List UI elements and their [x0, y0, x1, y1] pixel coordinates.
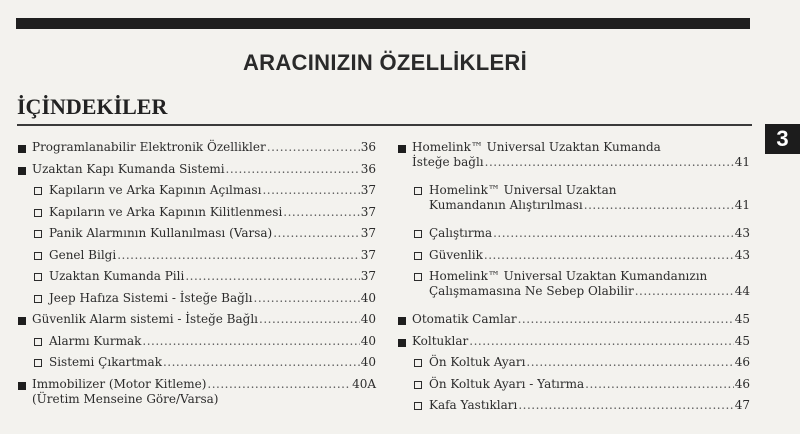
- dot-leader: [469, 334, 733, 349]
- dot-leader: [226, 162, 360, 177]
- checkbox-bullet-icon: [414, 252, 422, 260]
- dot-leader: [518, 398, 733, 413]
- toc-entry-label: Immobilizer (Motor Kitleme): [32, 376, 207, 391]
- toc-page-number: 40: [360, 355, 376, 369]
- toc-entry-label: Homelink™ Universal Uzaktan Kumanda: [412, 140, 661, 154]
- toc-entry[interactable]: [398, 266, 750, 309]
- chapter-tab: 3: [765, 124, 800, 154]
- toc-page-number: 37: [360, 204, 376, 219]
- toc-entry-label: Sistemi Çıkartmak: [49, 355, 162, 369]
- dot-leader: [117, 248, 360, 263]
- toc-entry[interactable]: [398, 137, 750, 180]
- dot-leader: [142, 334, 359, 349]
- checkbox-bullet-icon: [34, 273, 42, 281]
- toc-entry-label: İsteğe bağlı: [412, 155, 484, 169]
- dot-leader: [254, 291, 360, 306]
- toc-entry[interactable]: [18, 202, 376, 224]
- bullet-square-icon: [18, 317, 26, 325]
- dot-leader: [484, 248, 734, 263]
- dot-leader: [283, 205, 359, 220]
- checkbox-bullet-icon: [414, 273, 422, 281]
- toc-page-number: 47: [734, 398, 750, 412]
- toc-entry[interactable]: [398, 245, 750, 267]
- toc-entry[interactable]: [398, 374, 750, 396]
- toc-entry[interactable]: [18, 159, 376, 181]
- toc-right-column: [398, 137, 750, 417]
- page-title: ARACINIZIN ÖZELLİKLERİ: [242, 50, 528, 75]
- toc-entry-label: Uzaktan Kumanda Pili: [49, 269, 185, 283]
- checkbox-bullet-icon: [34, 187, 42, 195]
- toc-page-number: 41: [734, 155, 750, 169]
- dot-leader: [635, 284, 734, 299]
- dot-leader: [259, 312, 360, 327]
- checkbox-bullet-icon: [34, 359, 42, 367]
- bullet-square-icon: [398, 145, 406, 153]
- toc-entry-label: Çalıştırma: [429, 226, 493, 240]
- toc-left-column: [18, 137, 376, 417]
- toc-entry[interactable]: [398, 180, 750, 223]
- toc-entry-label: Ön Koltuk Ayarı - Yatırma: [429, 376, 585, 391]
- top-bar: [16, 18, 750, 29]
- dot-leader: [185, 269, 359, 284]
- toc-entry[interactable]: [18, 223, 376, 245]
- toc-page-number: 44: [734, 284, 750, 298]
- toc-entry[interactable]: [398, 352, 750, 374]
- toc-page-number: 37: [360, 183, 376, 197]
- toc-entry[interactable]: [398, 223, 750, 245]
- toc-page-number: 37: [360, 247, 376, 262]
- checkbox-bullet-icon: [414, 381, 422, 389]
- toc-page-number: 46: [734, 376, 750, 391]
- bullet-square-icon: [398, 339, 406, 347]
- toc-entry-label: Kapıların ve Arka Kapının Açılması: [49, 183, 262, 197]
- toc-page-number: 43: [734, 226, 750, 240]
- bullet-square-icon: [18, 382, 26, 390]
- toc-page-number: 37: [360, 269, 376, 283]
- toc-entry[interactable]: [18, 374, 376, 417]
- toc-page-number: 40: [360, 333, 376, 348]
- dot-leader: [485, 155, 734, 170]
- toc-entry[interactable]: [398, 395, 750, 417]
- toc-entry-label: Panik Alarmının Kullanılması (Varsa): [49, 226, 273, 240]
- toc-entry[interactable]: [398, 309, 750, 331]
- toc-entry-label: Alarmı Kurmak: [49, 333, 142, 348]
- toc-entry-label: Koltuklar: [412, 333, 469, 348]
- toc-entry-label: Uzaktan Kapı Kumanda Sistemi: [32, 161, 225, 176]
- toc-page-number: 46: [734, 355, 750, 369]
- bullet-square-icon: [398, 317, 406, 325]
- dot-leader: [493, 226, 734, 241]
- dot-leader: [262, 183, 359, 198]
- toc-page-number: 40: [360, 290, 376, 305]
- toc-entry-label: Güvenlik Alarm sistemi - İsteğe Bağlı: [32, 312, 259, 326]
- toc-page-number: 43: [734, 247, 750, 262]
- toc-entry[interactable]: [18, 245, 376, 267]
- dot-leader: [267, 140, 360, 155]
- toc-entry[interactable]: [398, 331, 750, 353]
- toc-page-number: 36: [360, 161, 376, 176]
- toc-entry-label: Jeep Hafıza Sistemi - İsteğe Bağlı: [49, 290, 253, 305]
- checkbox-bullet-icon: [34, 338, 42, 346]
- toc-entry[interactable]: [18, 288, 376, 310]
- toc-entry-label: Kapıların ve Arka Kapının Kilitlenmesi: [49, 204, 283, 219]
- toc-entry[interactable]: [18, 266, 376, 288]
- toc-entry-label: (Üretim Menseine Göre/Varsa): [32, 391, 219, 406]
- toc-page-number: 40A: [352, 376, 376, 391]
- toc-entry-label: Homelink™ Universal Uzaktan Kumandanızın: [429, 269, 708, 283]
- heading-rule: [17, 124, 752, 126]
- bullet-square-icon: [18, 167, 26, 175]
- toc-entry[interactable]: [18, 331, 376, 353]
- toc-entry-label: Ön Koltuk Ayarı: [429, 355, 526, 369]
- toc-entry-label: Programlanabilir Elektronik Özellikler: [32, 140, 266, 154]
- checkbox-bullet-icon: [414, 187, 422, 195]
- toc-entry-label: Otomatik Camlar: [412, 312, 517, 326]
- toc-entry-label: Kafa Yastıkları: [429, 398, 518, 412]
- toc-page-number: 40: [360, 312, 376, 326]
- toc-entry-label: Genel Bilgi: [49, 247, 117, 262]
- bullet-square-icon: [18, 145, 26, 153]
- toc-heading: İÇİNDEKİLER: [17, 94, 168, 119]
- toc-entry-label: Çalışmamasına Ne Sebep Olabilir: [429, 284, 634, 298]
- toc-entry-label: Homelink™ Universal Uzaktan: [429, 183, 617, 197]
- dot-leader: [585, 377, 734, 392]
- checkbox-bullet-icon: [414, 402, 422, 410]
- toc-entry-label: Kumandanın Alıştırılması: [429, 198, 583, 212]
- dot-leader: [273, 226, 360, 241]
- toc-entry-label: Güvenlik: [429, 247, 483, 262]
- dot-leader: [518, 312, 734, 327]
- toc-page-number: 36: [360, 140, 376, 154]
- checkbox-bullet-icon: [414, 230, 422, 238]
- checkbox-bullet-icon: [34, 230, 42, 238]
- checkbox-bullet-icon: [34, 252, 42, 260]
- dot-leader: [584, 198, 734, 213]
- dot-leader: [163, 355, 360, 370]
- toc-entry[interactable]: [18, 137, 376, 159]
- toc-page-number: 45: [734, 333, 750, 348]
- toc-page-number: 45: [734, 312, 750, 326]
- checkbox-bullet-icon: [34, 295, 42, 303]
- toc-page-number: 37: [360, 226, 376, 240]
- checkbox-bullet-icon: [34, 209, 42, 217]
- toc-entry[interactable]: [18, 309, 376, 331]
- dot-leader: [207, 377, 351, 392]
- checkbox-bullet-icon: [414, 359, 422, 367]
- dot-leader: [526, 355, 733, 370]
- toc-page-number: 41: [734, 198, 750, 212]
- toc-entry[interactable]: [18, 352, 376, 374]
- toc-entry[interactable]: [18, 180, 376, 202]
